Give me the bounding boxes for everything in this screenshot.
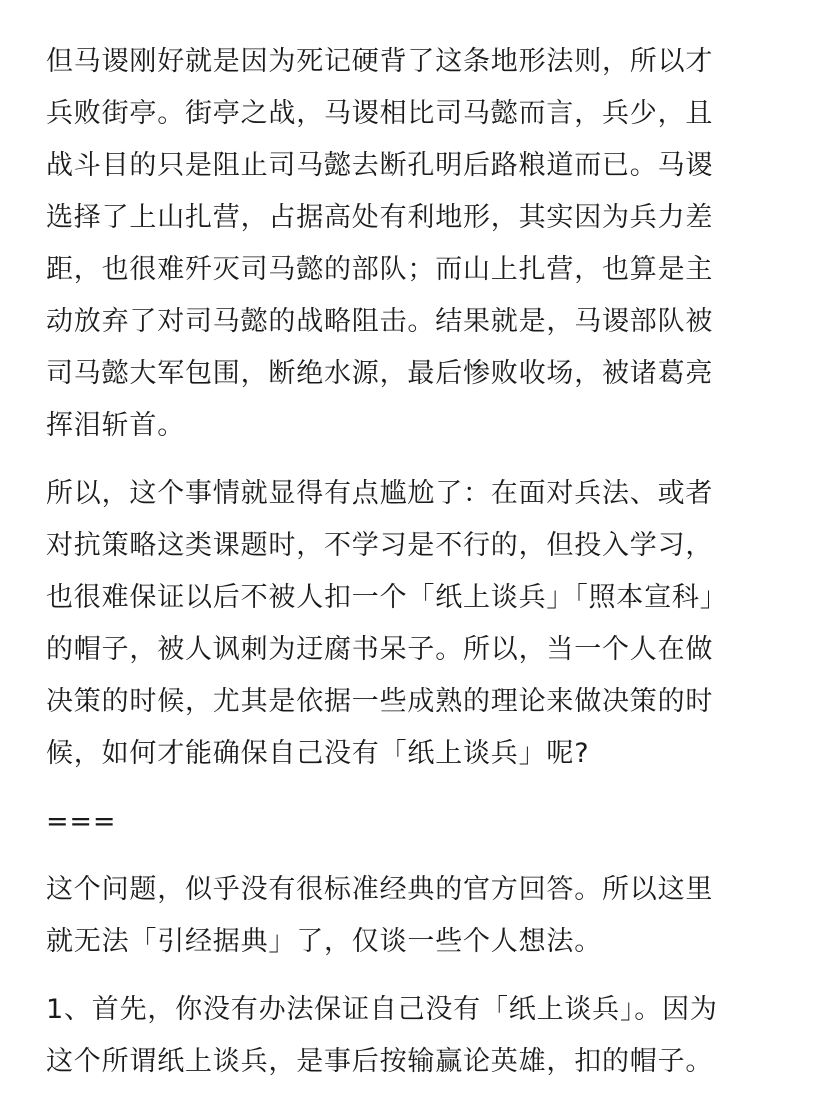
paragraph-no-standard-answer <box>46 864 770 968</box>
text-line: 兵败街亭。街亭之战，马谡相比司马懿而言，兵少，且 <box>46 98 714 129</box>
text-line: 也很难保证以后不被人扣一个「纸上谈兵」「照本宣科」 <box>46 582 728 613</box>
text-line: 距，也很难歼灭司马懿的部队；而山上扎营，也算是主 <box>46 254 714 285</box>
text-line: 1、首先，你没有办法保证自己没有「纸上谈兵」。因为 <box>46 994 718 1025</box>
text-line: 所以，这个事情就显得有点尴尬了：在面对兵法、或者 <box>46 478 714 509</box>
paragraph-dilemma <box>46 468 770 780</box>
text-line: 决策的时候，尤其是依据一些成熟的理论来做决策的时 <box>46 686 714 717</box>
text-line: 动放弃了对司马懿的战略阻击。结果就是，马谡部队被 <box>46 306 714 337</box>
text-line: 这个所谓纸上谈兵，是事后按输赢论英雄，扣的帽子。 <box>46 1046 714 1077</box>
text-line: 战斗目的只是阻止司马懿去断孔明后路粮道而已。马谡 <box>46 150 714 181</box>
text-line: 挥泪斩首。 <box>46 410 185 441</box>
paragraph-point-one <box>46 984 770 1088</box>
text-line: 选择了上山扎营，占据高处有利地形，其实因为兵力差 <box>46 202 714 233</box>
text-line: 但马谡刚好就是因为死记硬背了这条地形法则，所以才 <box>46 46 714 77</box>
text-line: 这个问题，似乎没有很标准经典的官方回答。所以这里 <box>46 874 714 905</box>
article-body <box>46 36 770 1104</box>
paragraph-ma-su <box>46 36 770 452</box>
text-line: 司马懿大军包围，断绝水源，最后惨败收场，被诸葛亮 <box>46 358 714 389</box>
text-line: 对抗策略这类课题时，不学习是不行的，但投入学习， <box>46 530 714 561</box>
text-line: 的帽子，被人讽刺为迂腐书呆子。所以，当一个人在做 <box>46 634 714 665</box>
text-line: 候，如何才能确保自己没有「纸上谈兵」呢? <box>46 738 590 769</box>
text-line: 就无法「引经据典」了，仅谈一些个人想法。 <box>46 926 602 957</box>
section-separator: === <box>46 806 117 837</box>
